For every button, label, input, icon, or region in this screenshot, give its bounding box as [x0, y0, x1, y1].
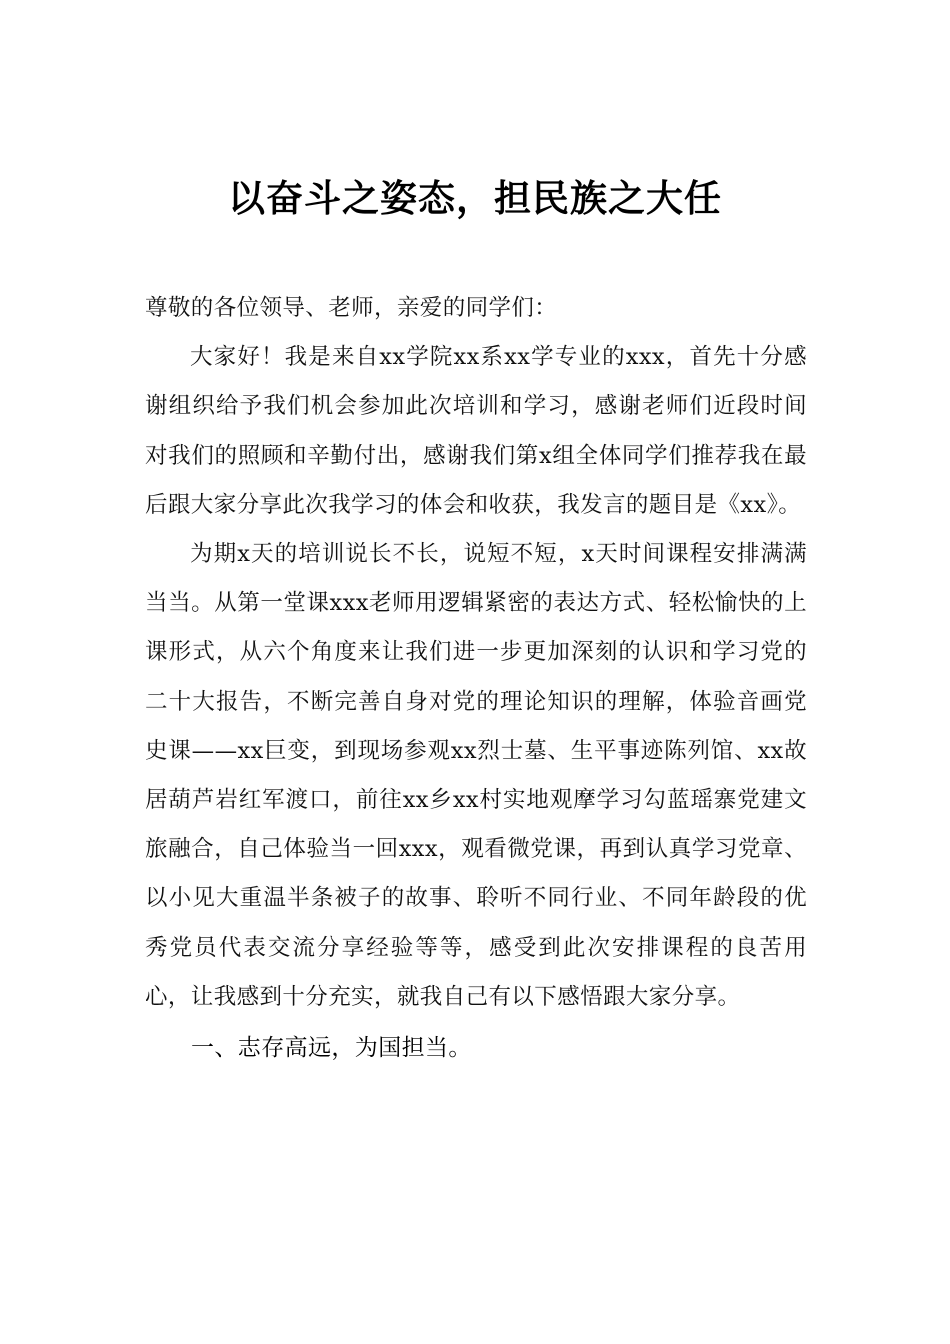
- paragraph-training-summary: 为期x天的培训说长不长，说短不短，x天时间课程安排满满当当。从第一堂课xxx老师用逻辑紧密的表达方式、轻松愉快的上课形式，从六个角度来让我们进一步更加深刻的认识和学习党的二十大报告，不断完善自身对党的理论知识的理解，体验音画党史课——xx巨变，到现场参观xx烈士墓、生平事迹陈列馆、xx故居葫芦岩红军渡口，前往xx乡xx村实地观摩学习勾蓝瑶寨党建文旅融合，自己体验当一回xxx，观看微党课，再到认真学习党章、以小见大重温半条被子的故事、聆听不同行业、不同年龄段的优秀党员代表交流分享经验等等，感受到此次安排课程的良苦用心，让我感到十分充实，就我自己有以下感悟跟大家分享。: [145, 541, 807, 1010]
- section-heading: 一、志存高远，为国担当。: [191, 1035, 472, 1062]
- document-title: 以奋斗之姿态，担民族之大任: [228, 176, 722, 220]
- document-body: [145, 284, 807, 1073]
- paragraph-introduction: 大家好！我是来自xx学院xx系xx学专业的xxx，首先十分感谢组织给予我们机会参加此次培训和学习，感谢老师们近段时间对我们的照顾和辛勤付出，感谢我们第x组全体同学们推荐我在最后跟大家分享此次我学习的体会和收获，我发言的题目是《xx》。: [145, 344, 807, 518]
- salutation: 尊敬的各位领导、老师，亲爱的同学们：: [145, 295, 558, 321]
